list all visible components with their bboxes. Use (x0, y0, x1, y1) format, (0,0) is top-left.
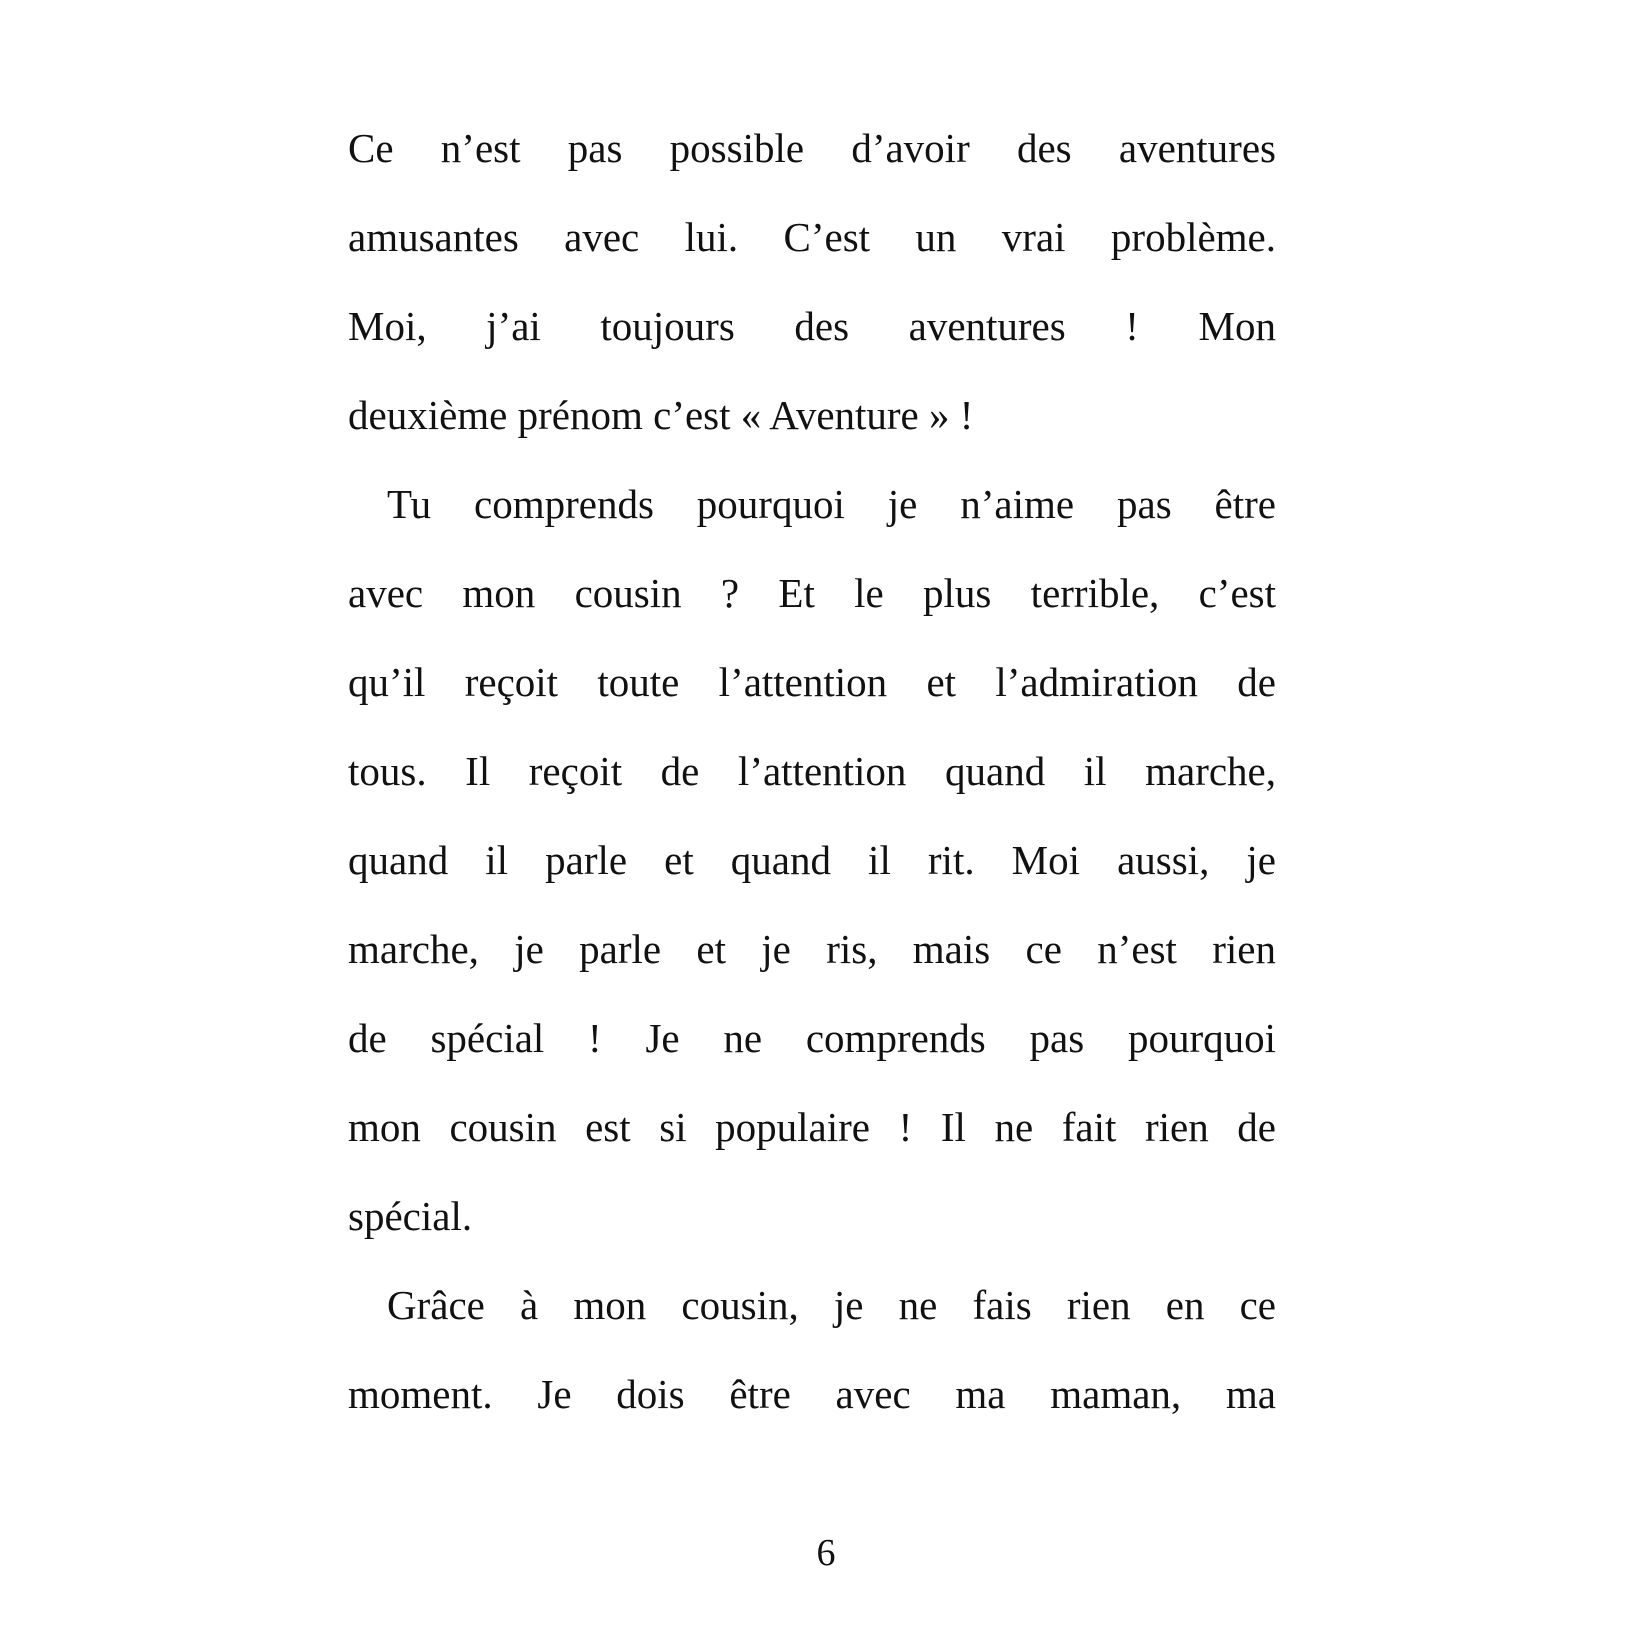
text-line: tous. Il reçoit de l’attention quand il marche, (348, 748, 1276, 794)
page-number: 6 (816, 1532, 836, 1574)
text-line: moment. Je dois être avec ma maman, ma (348, 1371, 1276, 1417)
text-line: Tu comprends pourquoi je n’aime pas être (387, 481, 1276, 527)
text-line: quand il parle et quand il rit. Moi aussi, je (348, 837, 1276, 883)
text-line: marche, je parle et je ris, mais ce n’est rien (348, 926, 1276, 972)
text-line: Moi, j’ai toujours des aventures ! Mon (348, 303, 1276, 349)
text-line: deuxième prénom c’est « Aventure » ! (348, 392, 974, 438)
text-line: spécial. (348, 1193, 473, 1239)
text-line: qu’il reçoit toute l’attention et l’admiration de (348, 659, 1276, 705)
text-line: avec mon cousin ? Et le plus terrible, c’est (348, 570, 1276, 616)
text-line: de spécial ! Je ne comprends pas pourquoi (348, 1015, 1276, 1061)
text-line: amusantes avec lui. C’est un vrai problème. (348, 214, 1276, 260)
text-line: mon cousin est si populaire ! Il ne fait rien de (348, 1104, 1276, 1150)
text-line: Ce n’est pas possible d’avoir des aventures (348, 125, 1276, 171)
text-line: Grâce à mon cousin, je ne fais rien en ce (387, 1282, 1276, 1328)
body-text (348, 104, 1276, 1439)
